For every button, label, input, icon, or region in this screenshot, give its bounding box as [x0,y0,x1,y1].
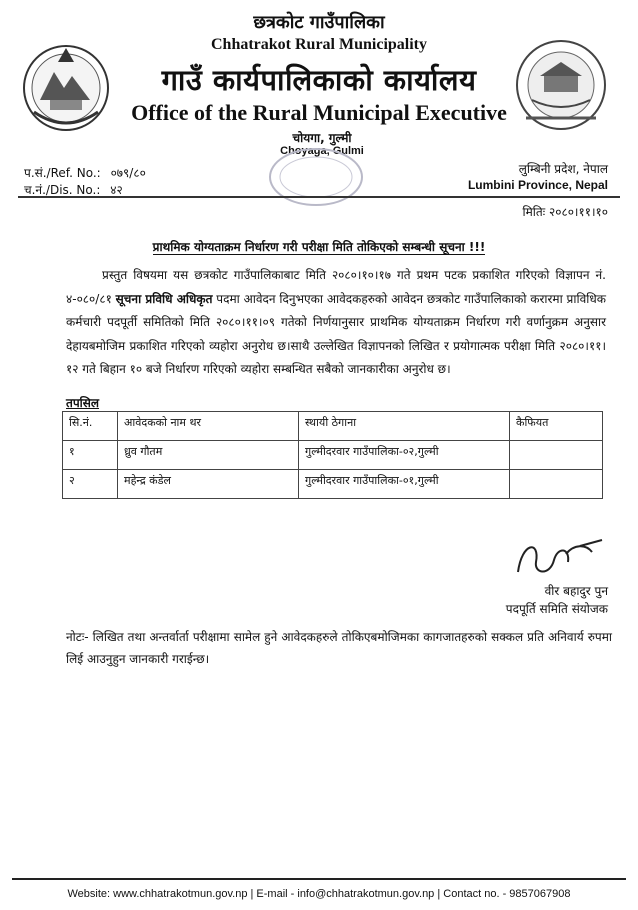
signatory-name: वीर बहादुर पुन [544,584,608,598]
municipality-name-en: Chhatrakot Rural Municipality [210,36,427,53]
subject-line [0,238,638,255]
municipality-name-np: छत्रकोट गाउँपालिका [253,12,385,33]
office-name-np: गाउँ कार्यपालिकाको कार्यालय [161,63,477,97]
province-np: लुम्बिनी प्रदेश, नेपाल [518,162,608,176]
office-name-en: Office of the Rural Municipal Executive [131,100,507,125]
footer-divider [12,878,626,880]
ref-label: प.सं./Ref. No.: [24,166,101,180]
col-serial: सि.नं. [63,412,118,441]
body-text-part1: प्रस्तुत विषयमा यस छत्रकोट गाउँपालिकाबाट मिति २०८०।१०।१७ गते प्रथम पटक प्रकाशित गरिएको विज्ञापन नं. ४-०८०/८१ [66,268,606,306]
signature [510,532,610,582]
body-text-part2: पदमा आवेदन दिनुभएका आवेदकहरुको आवेदन छत्रकोट गाउँपालिकाको करारमा प्राविधिक कर्मचारी पदपूर्ती समितिको मिति २०८०।११।०९ गतेको निर्णयानुसार प्राथमिक योग्यताक्रम निर्धारण गरी वर्णानुक्रम अनुसार देहायबमोजिम प्रकाशित गरिएको व्यहोरा अनुरोध छ।साथै उल्लेखित विज्ञापनको लिखित र प्रयोगात्मक परीक्षा मिति २०८०।११।१२ गते बिहान १० बजे निर्धारण गरिएको व्यहोरा सम्बन्धित सबैको जानकारीका अनुरोध छ। [66,291,606,376]
cell-name: ध्रुव गौतम [118,441,299,470]
cell-address: गुल्मीदरवार गाउँपालिका-०१,गुल्मी [299,470,510,499]
letter-date: मितिः २०८०।११।१० [522,205,608,219]
post-title: सूचना प्रविधि अधिकृत [115,291,213,306]
cell-serial: २ [63,470,118,499]
applicants-table [62,411,603,499]
col-name: आवेदकको नाम थर [118,412,299,441]
details-heading: तपसिल [66,396,100,410]
signatory-role: पदपूर्ति समिति संयोजक [505,602,608,616]
cell-address: गुल्मीदरवार गाउँपालिका-०२,गुल्मी [299,441,510,470]
note-text: नोटः- लिखित तथा अन्तर्वार्ता परीक्षामा सामेल हुने आवेदकहरुले तोकिएबमोजिमका कागजातहरुको सक्कल प्रति अनिवार्य रुपमा लिई आउनुहुन जानकारी गराईन्छ। [66,630,612,666]
office-stamp [266,146,366,208]
cell-remarks [510,441,603,470]
location-en: Choyaga, Gulmi [280,145,364,157]
header-divider [18,196,620,198]
table-row [63,441,603,470]
col-address: स्थायी ठेगाना [299,412,510,441]
body-paragraph [66,264,606,382]
ref-value: ०७९/८० [110,166,146,180]
cell-remarks [510,470,603,499]
cell-serial: १ [63,441,118,470]
footer-contact: Website: www.chhatrakotmun.gov.np | E-mail - info@chhatrakotmun.gov.np | Contact no. - 9857067908 [67,888,571,900]
cell-name: महेन्द्र कंडेल [118,470,299,499]
table-row [63,470,603,499]
dis-value: ४२ [110,183,123,197]
ref-number [24,164,146,181]
subject-text: प्राथमिक योग्यताक्रम निर्धारण गरी परीक्षा मिति तोकिएको सम्बन्धी सूचना !!! [152,240,486,254]
table-header-row [63,412,603,441]
location-np: चोयगा, गुल्मी [292,131,352,145]
col-remarks: कैफियत [510,412,603,441]
province-en: Lumbini Province, Nepal [467,178,608,192]
dis-label: च.नं./Dis. No.: [24,183,101,197]
